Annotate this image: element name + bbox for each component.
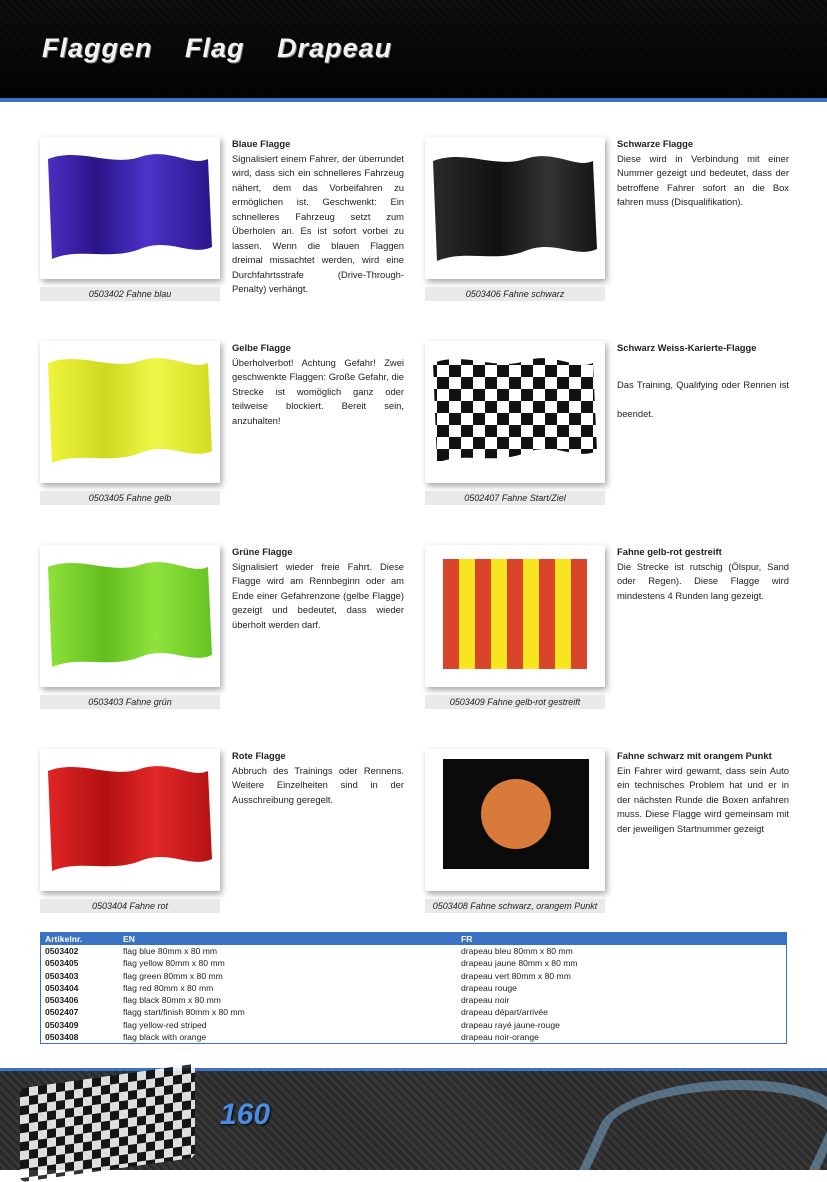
table-row <box>41 945 787 957</box>
flag-caption: 0503404 Fahne rot <box>40 899 220 913</box>
flag-image-red <box>40 749 220 891</box>
flag-card-green <box>40 545 420 720</box>
flag-caption: 0503408 Fahne schwarz, orangem Punkt <box>425 899 605 913</box>
flag-description <box>232 137 404 297</box>
flag-caption: 0503403 Fahne grün <box>40 695 220 709</box>
flag-card-striped <box>425 545 805 720</box>
article-en: flag black with orange <box>123 1032 207 1043</box>
article-number: 0503409 <box>45 1019 79 1030</box>
flag-card-red <box>40 749 420 924</box>
flag-title: Blaue Flagge <box>232 138 291 149</box>
table-row <box>41 970 787 982</box>
article-fr: drapeau vert 80mm x 80 mm <box>461 970 571 981</box>
flag-body: Signalisiert einem Fahrer, der überrundet wird, dass sich ein schnelleres Fahrzeug nähert, dem das Vorbeifahren zu ermöglichen ist. Geschwenkt: Ein schnelleres Fahrzeug setzt zum Überholen an. Es ist sofort vorbei zu lassen. Wenn die blauen Flaggen dreimal missachtet werden, wird eine Durchfahrtsstrafe (Drive-Through-Penalty) verhängt. <box>232 152 404 294</box>
article-en: flag red 80mm x 80 mm <box>123 982 214 993</box>
article-fr: drapeau bleu 80mm x 80 mm <box>461 946 573 956</box>
flag-card-checkered <box>425 341 805 516</box>
flag-caption: 0503406 Fahne schwarz <box>425 287 605 301</box>
flag-description <box>617 545 789 603</box>
header-accent-line <box>0 98 827 102</box>
article-fr: drapeau jaune 80mm x 80 mm <box>461 958 578 969</box>
header-fr: FR <box>457 933 787 946</box>
flag-caption: 0503409 Fahne gelb-rot gestreift <box>425 695 605 709</box>
article-en: flag blue 80mm x 80 mm <box>123 946 218 956</box>
flag-card-yellow <box>40 341 420 516</box>
flag-description <box>617 341 789 428</box>
article-en: flag yellow-red striped <box>123 1019 207 1030</box>
article-fr: drapeau rouge <box>461 982 517 993</box>
article-en: flag black 80mm x 80 mm <box>123 995 221 1006</box>
table-row <box>41 1031 787 1044</box>
flag-caption: 0503405 Fahne gelb <box>40 491 220 505</box>
article-fr: drapeau rayé jaune-rouge <box>461 1019 560 1030</box>
flag-title: Schwarze Flagge <box>617 138 694 149</box>
article-number: 0503408 <box>45 1032 79 1043</box>
article-number: 0503406 <box>45 995 79 1006</box>
flag-title: Fahne gelb-rot gestreift <box>617 546 722 557</box>
flag-description <box>232 341 404 428</box>
flag-description <box>232 749 404 807</box>
flag-title: Fahne schwarz mit orangem Punkt <box>617 750 772 761</box>
title-en: Flag <box>185 33 245 63</box>
article-en: flagg start/finish 80mm x 80 mm <box>123 1007 245 1018</box>
article-en: flag yellow 80mm x 80 mm <box>123 958 225 969</box>
page-title <box>42 33 416 64</box>
flag-title: Schwarz Weiss-Karierte-Flagge <box>617 342 757 353</box>
article-number: 0503404 <box>45 982 79 993</box>
flag-title: Grüne Flagge <box>232 546 293 557</box>
article-fr: drapeau noir-orange <box>461 1032 539 1043</box>
page-number: 160 <box>220 1098 271 1131</box>
flag-image-striped <box>425 545 605 687</box>
flag-title: Gelbe Flagge <box>232 342 291 353</box>
flag-description <box>617 137 789 210</box>
footer-accent-line <box>0 1068 827 1071</box>
table-row <box>41 1019 787 1031</box>
flag-image-yellow <box>40 341 220 483</box>
table-row <box>41 982 787 994</box>
flag-description <box>232 545 404 632</box>
article-fr: drapeau noir <box>461 995 510 1006</box>
flag-image-green <box>40 545 220 687</box>
flag-description <box>617 749 789 836</box>
flag-card-black <box>425 137 805 312</box>
table-row <box>41 1006 787 1018</box>
flag-body: Überholverbot! Achtung Gefahr! Zwei geschwenkte Flaggen: Große Gefahr, die Strecke ist womöglich ganz oder teilweise blockiert. Bereit sein, anzuhalten! <box>232 356 404 426</box>
flag-image-black <box>425 137 605 279</box>
flag-image-blue <box>40 137 220 279</box>
title-de: Flaggen <box>42 33 153 63</box>
flag-body: Abbruch des Trainings oder Rennens. Weitere Einzelheiten sind in der Ausschreibung geregelt. <box>232 764 404 805</box>
article-number: 0503402 <box>45 946 79 956</box>
article-number: 0502407 <box>45 1007 79 1018</box>
flag-body: Das Training, Qualifying oder Rennen ist beendet. <box>617 378 789 419</box>
header-artikelnr: Artikelnr. <box>41 933 120 946</box>
flag-body: Signalisiert wieder freie Fahrt. Diese Flagge wird am Rennbeginn oder am Ende einer Gefahrenzone (gelbe Flagge) gezeigt und bedeutet, dass wieder überholt werden darf. <box>232 560 404 630</box>
flag-title: Rote Flagge <box>232 750 286 761</box>
flag-body: Diese wird in Verbindung mit einer Nummer gezeigt und bedeutet, dass der betroffene Fahrer sofort an die Box fahren muss (Disqualifikation). <box>617 152 789 207</box>
flag-body: Ein Fahrer wird gewarnt, dass sein Auto ein technisches Problem hat und er in der nächsten Runde die Boxen anfahren muss. Diese Flagge wird gemeinsam mit der jeweiligen Startnummer gezeigt <box>617 764 789 834</box>
header-en: EN <box>119 933 457 946</box>
flag-caption: 0503402 Fahne blau <box>40 287 220 301</box>
flag-caption: 0502407 Fahne Start/Ziel <box>425 491 605 505</box>
flag-card-orange-dot <box>425 749 805 924</box>
flag-card-blue <box>40 137 420 312</box>
flag-image-orange-dot <box>425 749 605 891</box>
article-number: 0503405 <box>45 958 79 969</box>
article-number: 0503403 <box>45 970 79 981</box>
flag-image-checkered <box>425 341 605 483</box>
article-en: flag green 80mm x 80 mm <box>123 970 223 981</box>
table-header-row <box>41 933 787 946</box>
flag-body: Die Strecke ist rutschig (Ölspur, Sand oder Regen). Diese Flagge wird mindestens 4 Runden lang gezeigt. <box>617 560 789 601</box>
table-row <box>41 994 787 1006</box>
title-fr: Drapeau <box>277 33 393 63</box>
article-table <box>40 932 787 1044</box>
article-fr: drapeau départ/arrivée <box>461 1007 548 1018</box>
table-row <box>41 957 787 969</box>
